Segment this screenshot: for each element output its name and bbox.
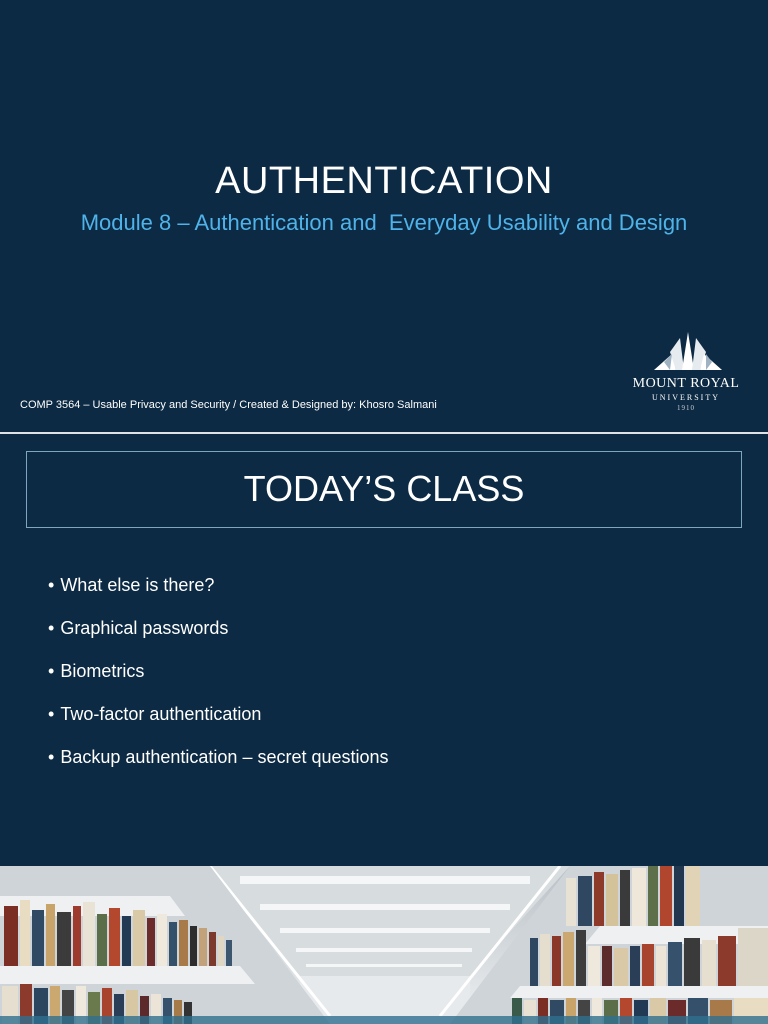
list-item bbox=[48, 660, 389, 703]
list-item bbox=[48, 703, 389, 746]
university-logo bbox=[616, 330, 756, 412]
title-slide bbox=[0, 0, 768, 432]
slide-footer: COMP 3564 – Usable Privacy and Security / Created & Designed by: Khosro Salmani bbox=[20, 399, 437, 411]
slide-subtitle: Module 8 – Authentication and Everyday Usability and Design bbox=[80, 210, 688, 235]
list-item bbox=[48, 746, 389, 789]
bullet-icon: • bbox=[48, 747, 55, 767]
logo-name: MOUNT ROYAL bbox=[632, 376, 740, 391]
library-photo bbox=[0, 866, 768, 1024]
logo-university: UNIVERSITY bbox=[652, 393, 720, 402]
list-item-label: Biometrics bbox=[60, 661, 145, 681]
bullet-icon: • bbox=[48, 575, 55, 595]
bullet-icon: • bbox=[48, 618, 55, 638]
list-item-label: What else is there? bbox=[60, 575, 215, 595]
agenda-slide bbox=[0, 434, 768, 866]
list-item-label: Two-factor authentication bbox=[60, 704, 262, 724]
list-item bbox=[48, 617, 389, 660]
bullet-icon: • bbox=[48, 704, 55, 724]
logo-year: 1910 bbox=[677, 404, 695, 412]
list-item-label: Graphical passwords bbox=[60, 618, 229, 638]
slide-title: AUTHENTICATION bbox=[215, 160, 553, 202]
list-item-label: Backup authentication – secret questions bbox=[60, 747, 389, 767]
agenda-list bbox=[48, 574, 389, 789]
crown-logo-icon bbox=[650, 330, 726, 372]
bullet-icon: • bbox=[48, 661, 55, 681]
list-item bbox=[48, 574, 389, 617]
slide-title: TODAY’S CLASS bbox=[243, 468, 525, 509]
library-shelves-image bbox=[0, 866, 768, 1024]
